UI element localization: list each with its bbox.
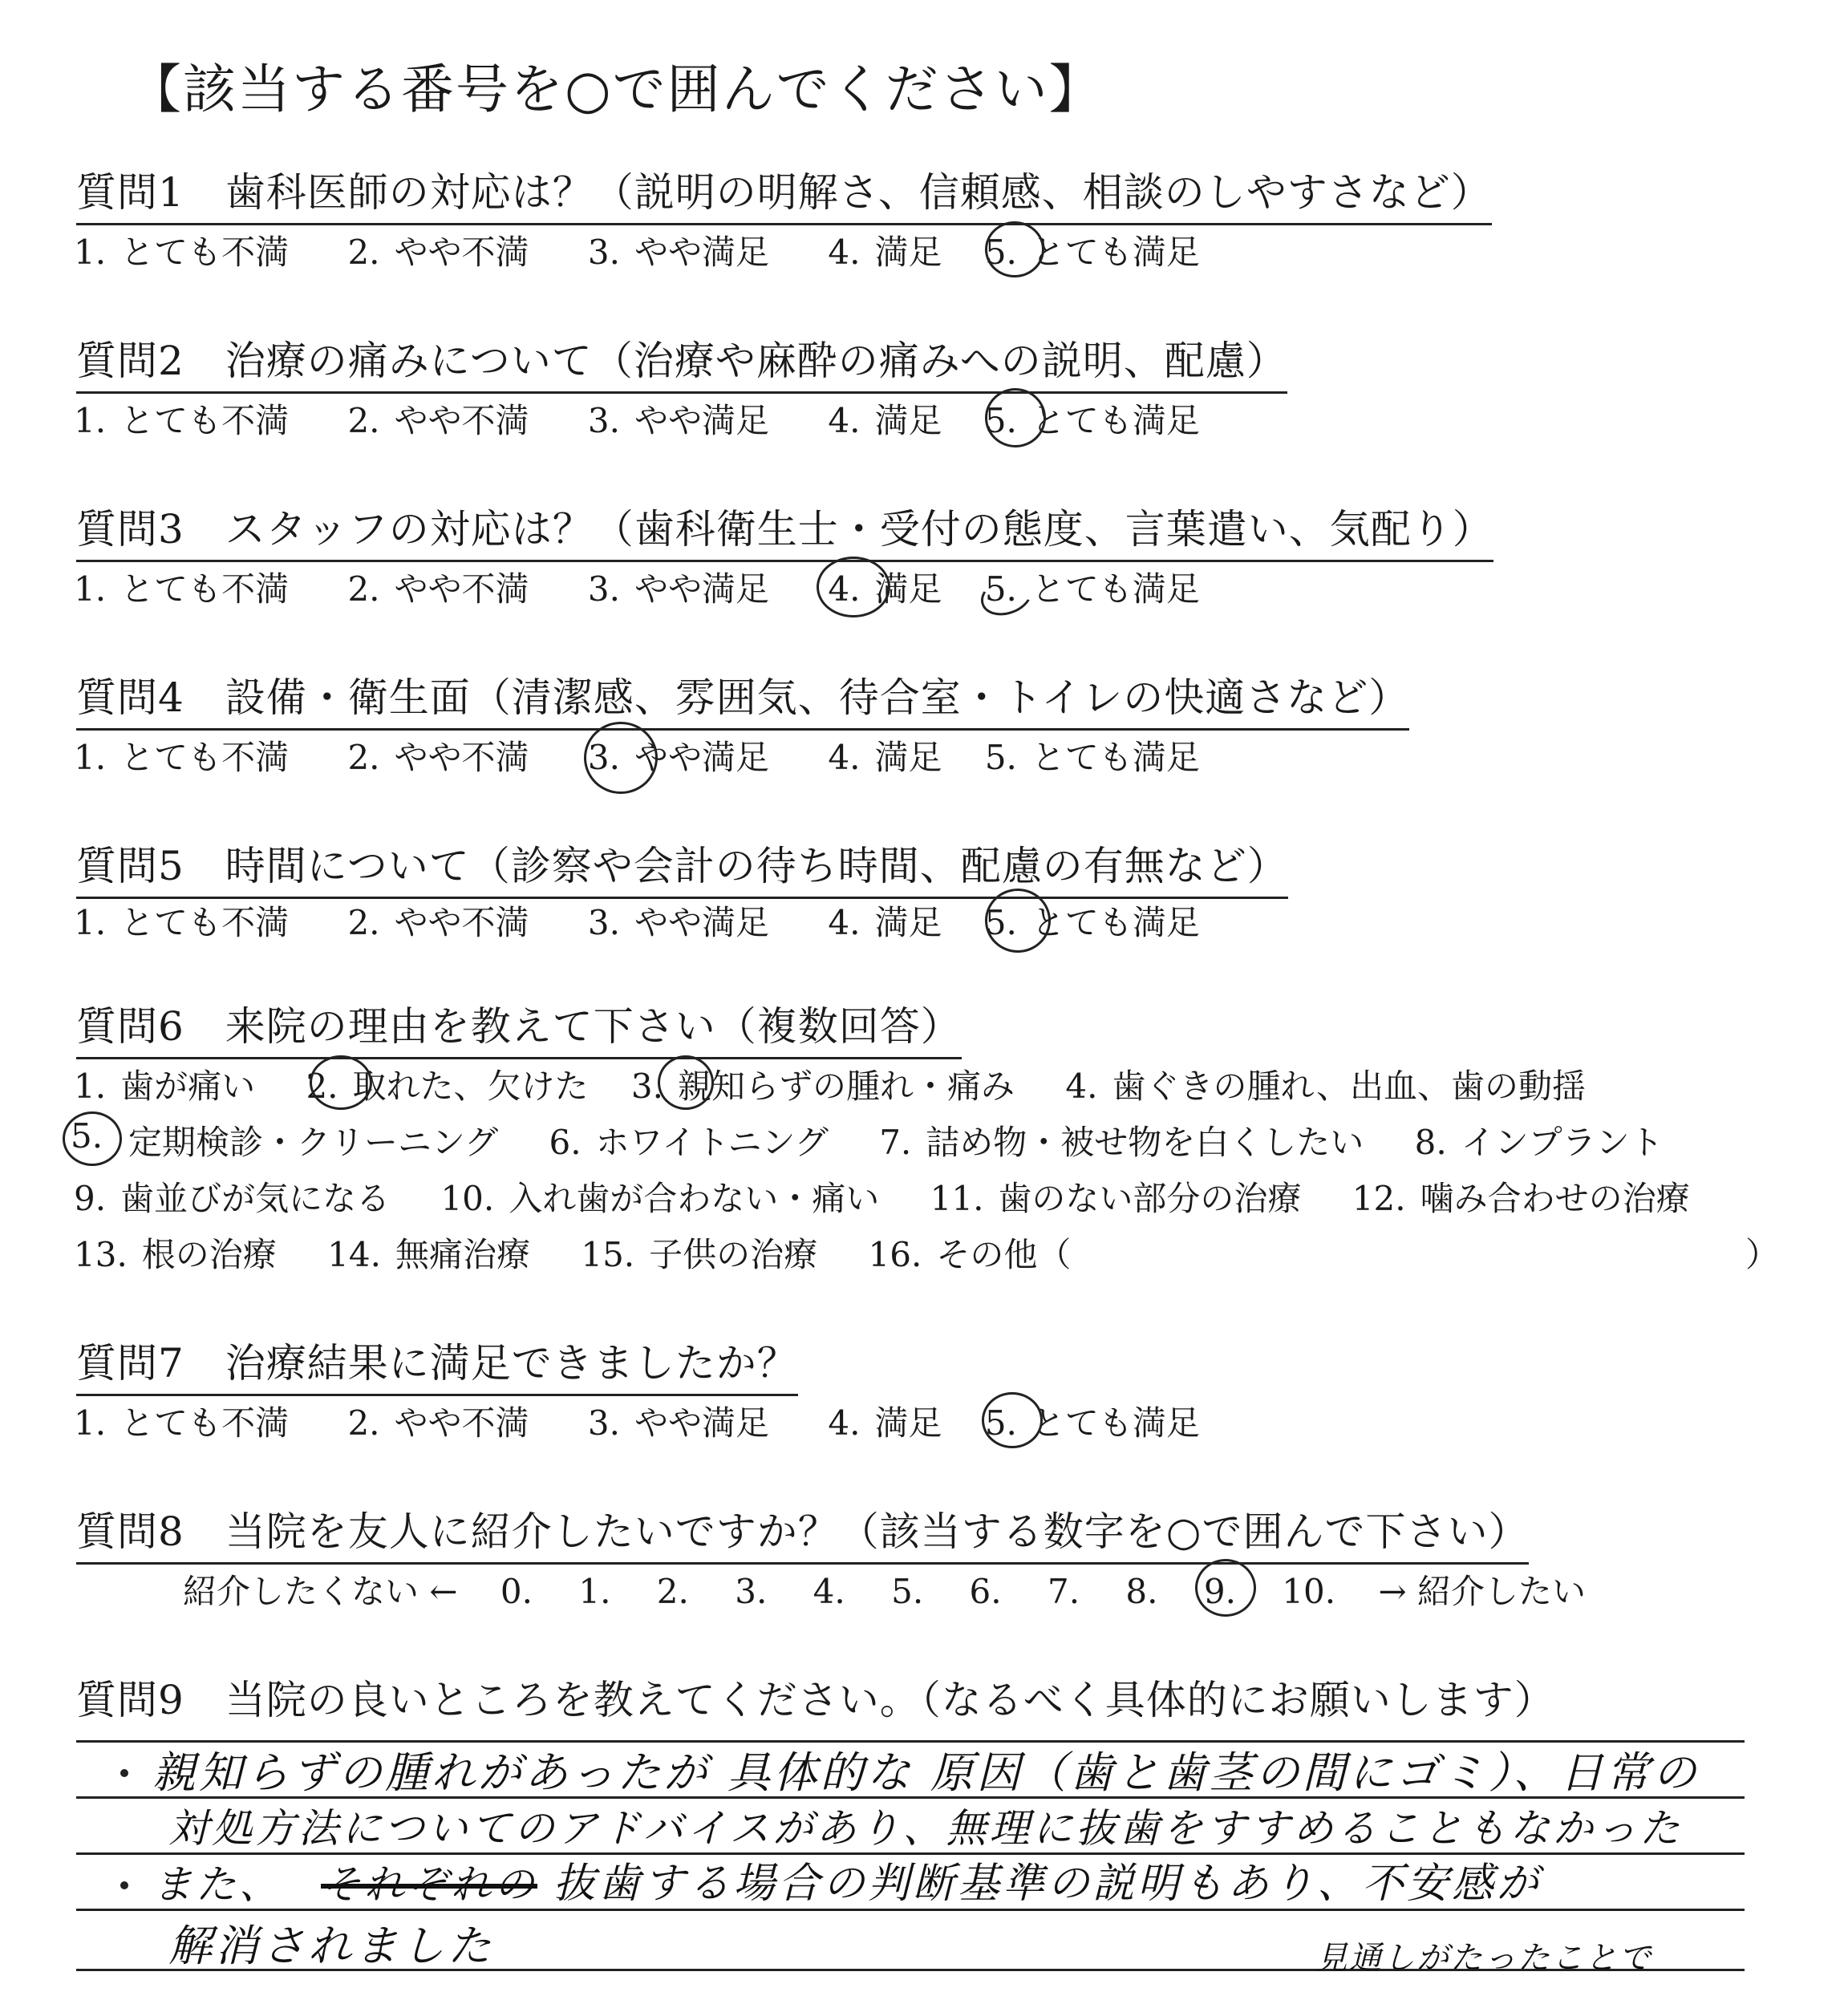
option-number: 1. <box>74 401 107 440</box>
option-label[interactable]: とても満足 <box>1031 233 1200 272</box>
option-label[interactable]: ホワイトニング <box>595 1123 829 1162</box>
option-number: 4. <box>828 1403 861 1443</box>
option-label[interactable]: とても不満 <box>120 903 290 942</box>
handwritten-line-1: 親知らずの腫れがあったが 具体的な 原因（歯と歯茎の間にゴミ）、日常の <box>152 1747 1700 1798</box>
scale-left-label: 紹介したくない ← <box>183 1572 458 1611</box>
option-label[interactable]: その他（ <box>936 1235 1072 1274</box>
option-label[interactable]: とても不満 <box>120 233 290 272</box>
option-number: 4. <box>1065 1067 1098 1106</box>
scale-7[interactable]: 7. <box>1047 1572 1080 1611</box>
answer-circle-q7 <box>982 1392 1043 1448</box>
option-number: 14. <box>327 1235 381 1274</box>
option-number: 3. <box>587 1403 620 1443</box>
option-label[interactable]: 無痛治療 <box>395 1235 530 1274</box>
option-number: 6. <box>549 1123 582 1162</box>
option-label[interactable]: やや満足 <box>634 401 769 440</box>
option-label[interactable]: 取れた、欠けた <box>352 1067 589 1106</box>
option-label[interactable]: 根の治療 <box>141 1235 277 1274</box>
option-number: 3. <box>587 233 620 272</box>
option-number: 3. <box>587 738 620 777</box>
option-number: 4. <box>828 903 861 942</box>
option-number: 1. <box>74 1403 107 1443</box>
other-close-paren: ） <box>1745 1235 1780 1274</box>
option-label[interactable]: 入れ歯が合わない・痛い <box>509 1179 880 1218</box>
question-7-label: 質問7 治療結果に満足できましたか？ <box>76 1331 798 1396</box>
option-number: 2. <box>347 903 380 942</box>
option-number: 2. <box>347 738 380 777</box>
option-number: 5. <box>984 569 1017 609</box>
bullet <box>120 1881 128 1889</box>
option-label[interactable]: やや不満 <box>394 738 529 777</box>
option-label[interactable]: やや満足 <box>634 903 769 942</box>
bullet <box>120 1769 128 1777</box>
question-1-label: 質問1 歯科医師の対応は？（説明の明解さ、信頼感、相談のしやすさなど） <box>76 160 1492 225</box>
option-label[interactable]: インプラント <box>1461 1123 1664 1162</box>
option-label[interactable]: 噛み合わせの治療 <box>1420 1179 1690 1218</box>
option-number: 4. <box>828 569 861 609</box>
option-number: 8. <box>1414 1123 1447 1162</box>
scale-10[interactable]: 10. <box>1282 1572 1336 1611</box>
option-label[interactable]: 歯のない部分の治療 <box>998 1179 1302 1218</box>
answer-circle-q6-5 <box>63 1111 122 1166</box>
question-6-row-4 <box>74 1229 1071 1277</box>
question-6-label: 質問6 来院の理由を教えて下さい（複数回答） <box>76 994 962 1059</box>
option-number: 5. <box>984 401 1017 440</box>
option-number: 4. <box>828 738 861 777</box>
option-label[interactable]: 満足 <box>874 569 942 609</box>
answer-circle-q1 <box>985 221 1044 277</box>
question-9-label: 質問9 当院の良いところを教えてください。（なるべく具体的にお願いします） <box>76 1677 1555 1723</box>
answer-circle-q6-2 <box>310 1055 372 1110</box>
option-number: 12. <box>1352 1179 1406 1218</box>
option-label[interactable]: 満足 <box>874 738 942 777</box>
question-5-label: 質問5 時間について（診察や会計の待ち時間、配慮の有無など） <box>76 834 1288 899</box>
option-label[interactable]: とても不満 <box>120 569 290 609</box>
option-label[interactable]: やや満足 <box>634 1403 769 1443</box>
scale-1[interactable]: 1. <box>578 1572 611 1611</box>
option-number: 4. <box>828 233 861 272</box>
option-number: 2. <box>306 1067 338 1106</box>
answer-circle-q4 <box>584 722 658 794</box>
option-number: 9. <box>74 1179 107 1218</box>
option-number: 16. <box>868 1235 922 1274</box>
scale-3[interactable]: 3. <box>735 1572 768 1611</box>
option-label[interactable]: 満足 <box>874 233 942 272</box>
answer-circle-q2 <box>985 388 1046 447</box>
option-number: 1. <box>74 903 107 942</box>
option-number: 2. <box>347 1403 380 1443</box>
question-4-label: 質問4 設備・衛生面（清潔感、雰囲気、待合室・トイレの快適さなど） <box>76 666 1409 731</box>
option-number: 5. <box>984 903 1017 942</box>
option-label[interactable]: とても不満 <box>120 401 290 440</box>
scale-6[interactable]: 6. <box>969 1572 1002 1611</box>
option-number: 1. <box>74 233 107 272</box>
handwritten-line-2: 対処方法についてのアドバイスがあり、無理に抜歯をすすめることもなかった <box>168 1805 1683 1852</box>
scale-0[interactable]: 0. <box>500 1572 533 1611</box>
handwritten-line-3: 抜歯する場合の判断基準の説明もあり、不安感が <box>553 1860 1542 1908</box>
option-number: 2. <box>347 401 380 440</box>
question-6-row-1 <box>74 1060 1586 1108</box>
answer-circle-q8 <box>1195 1559 1256 1617</box>
option-label[interactable]: とても不満 <box>120 1403 290 1443</box>
option-label[interactable]: やや満足 <box>634 738 769 777</box>
option-number: 1. <box>74 569 107 609</box>
option-label[interactable]: 親知らずの腫れ・痛み <box>677 1067 1015 1106</box>
option-label[interactable]: 歯が痛い <box>120 1067 256 1106</box>
option-label[interactable]: 子供の治療 <box>649 1235 818 1274</box>
scale-5[interactable]: 5. <box>891 1572 924 1611</box>
option-label[interactable]: やや満足 <box>634 569 769 609</box>
option-label[interactable]: とても満足 <box>1031 738 1200 777</box>
option-number: 3. <box>630 1067 663 1106</box>
scale-2[interactable]: 2. <box>656 1572 689 1611</box>
option-number: 1. <box>74 738 107 777</box>
option-label[interactable]: 満足 <box>874 401 942 440</box>
option-label[interactable]: やや不満 <box>394 401 529 440</box>
option-label[interactable]: とても満足 <box>1031 401 1200 440</box>
option-number: 3. <box>587 569 620 609</box>
option-number: 5. <box>984 738 1017 777</box>
option-label[interactable]: とても満足 <box>1031 1403 1200 1443</box>
option-number: 3. <box>587 401 620 440</box>
option-label[interactable]: やや満足 <box>634 233 769 272</box>
option-label[interactable]: やや不満 <box>394 903 529 942</box>
option-label[interactable]: とても不満 <box>120 738 290 777</box>
question-8-label: 質問8 当院を友人に紹介したいですか？（該当する数字を○で囲んで下さい） <box>76 1500 1529 1565</box>
scale-8[interactable]: 8. <box>1125 1572 1158 1611</box>
scale-4[interactable]: 4. <box>813 1572 845 1611</box>
option-number: 5. <box>984 1403 1017 1443</box>
option-label[interactable]: 定期検診・クリーニング <box>128 1123 499 1162</box>
answer-circle-q6-3 <box>658 1055 714 1110</box>
option-label[interactable]: 歯並びが気になる <box>120 1179 391 1218</box>
option-number: 5. <box>71 1116 103 1156</box>
question-3-label: 質問3 スタッフの対応は？（歯科衛生士・受付の態度、言葉遣い、気配り） <box>76 497 1493 562</box>
option-number: 5. <box>984 233 1017 272</box>
option-number: 15. <box>581 1235 635 1274</box>
option-number: 2. <box>347 569 380 609</box>
option-label[interactable]: 詰め物・被せ物を白くしたい <box>926 1123 1364 1162</box>
option-label[interactable]: やや不満 <box>394 1403 529 1443</box>
option-label[interactable]: 満足 <box>874 903 942 942</box>
option-number: 1. <box>74 1067 107 1106</box>
option-label[interactable]: 歯ぐきの腫れ、出血、歯の動揺 <box>1112 1067 1586 1106</box>
option-number: 10. <box>440 1179 495 1218</box>
option-number: 4. <box>828 401 861 440</box>
handwritten-insertion: 見通しがたったことで <box>1315 1940 1652 1977</box>
option-label[interactable]: 満足 <box>874 1403 942 1443</box>
option-number: 11. <box>930 1179 984 1218</box>
form-title: 【該当する番号を○で囲んでください】 <box>128 59 1104 120</box>
option-label[interactable]: とても満足 <box>1031 903 1200 942</box>
option-number: 2. <box>347 233 380 272</box>
question-6-row-3 <box>74 1172 1690 1221</box>
question-6-row-2 <box>71 1116 1664 1164</box>
scale-right-label: → 紹介したい <box>1378 1572 1586 1611</box>
scale-9[interactable]: 9. <box>1203 1572 1236 1611</box>
option-label[interactable]: やや不満 <box>394 233 529 272</box>
answer-circle-q3 <box>817 557 890 617</box>
option-label[interactable]: やや不満 <box>394 569 529 609</box>
handwritten-line-4: 解消されました <box>168 1921 494 1971</box>
handwritten-strikethrough: それぞれの <box>321 1861 537 1908</box>
option-number: 7. <box>879 1123 912 1162</box>
question-8-scale <box>183 1565 1586 1613</box>
handwritten-line-3-start: また、 <box>152 1861 282 1908</box>
question-2-label: 質問2 治療の痛みについて（治療や麻酔の痛みへの説明、配慮） <box>76 329 1287 394</box>
answer-circle-q5 <box>985 889 1051 953</box>
option-number: 3. <box>587 903 620 942</box>
option-number: 13. <box>74 1235 128 1274</box>
option-label[interactable]: とても満足 <box>1031 569 1200 609</box>
